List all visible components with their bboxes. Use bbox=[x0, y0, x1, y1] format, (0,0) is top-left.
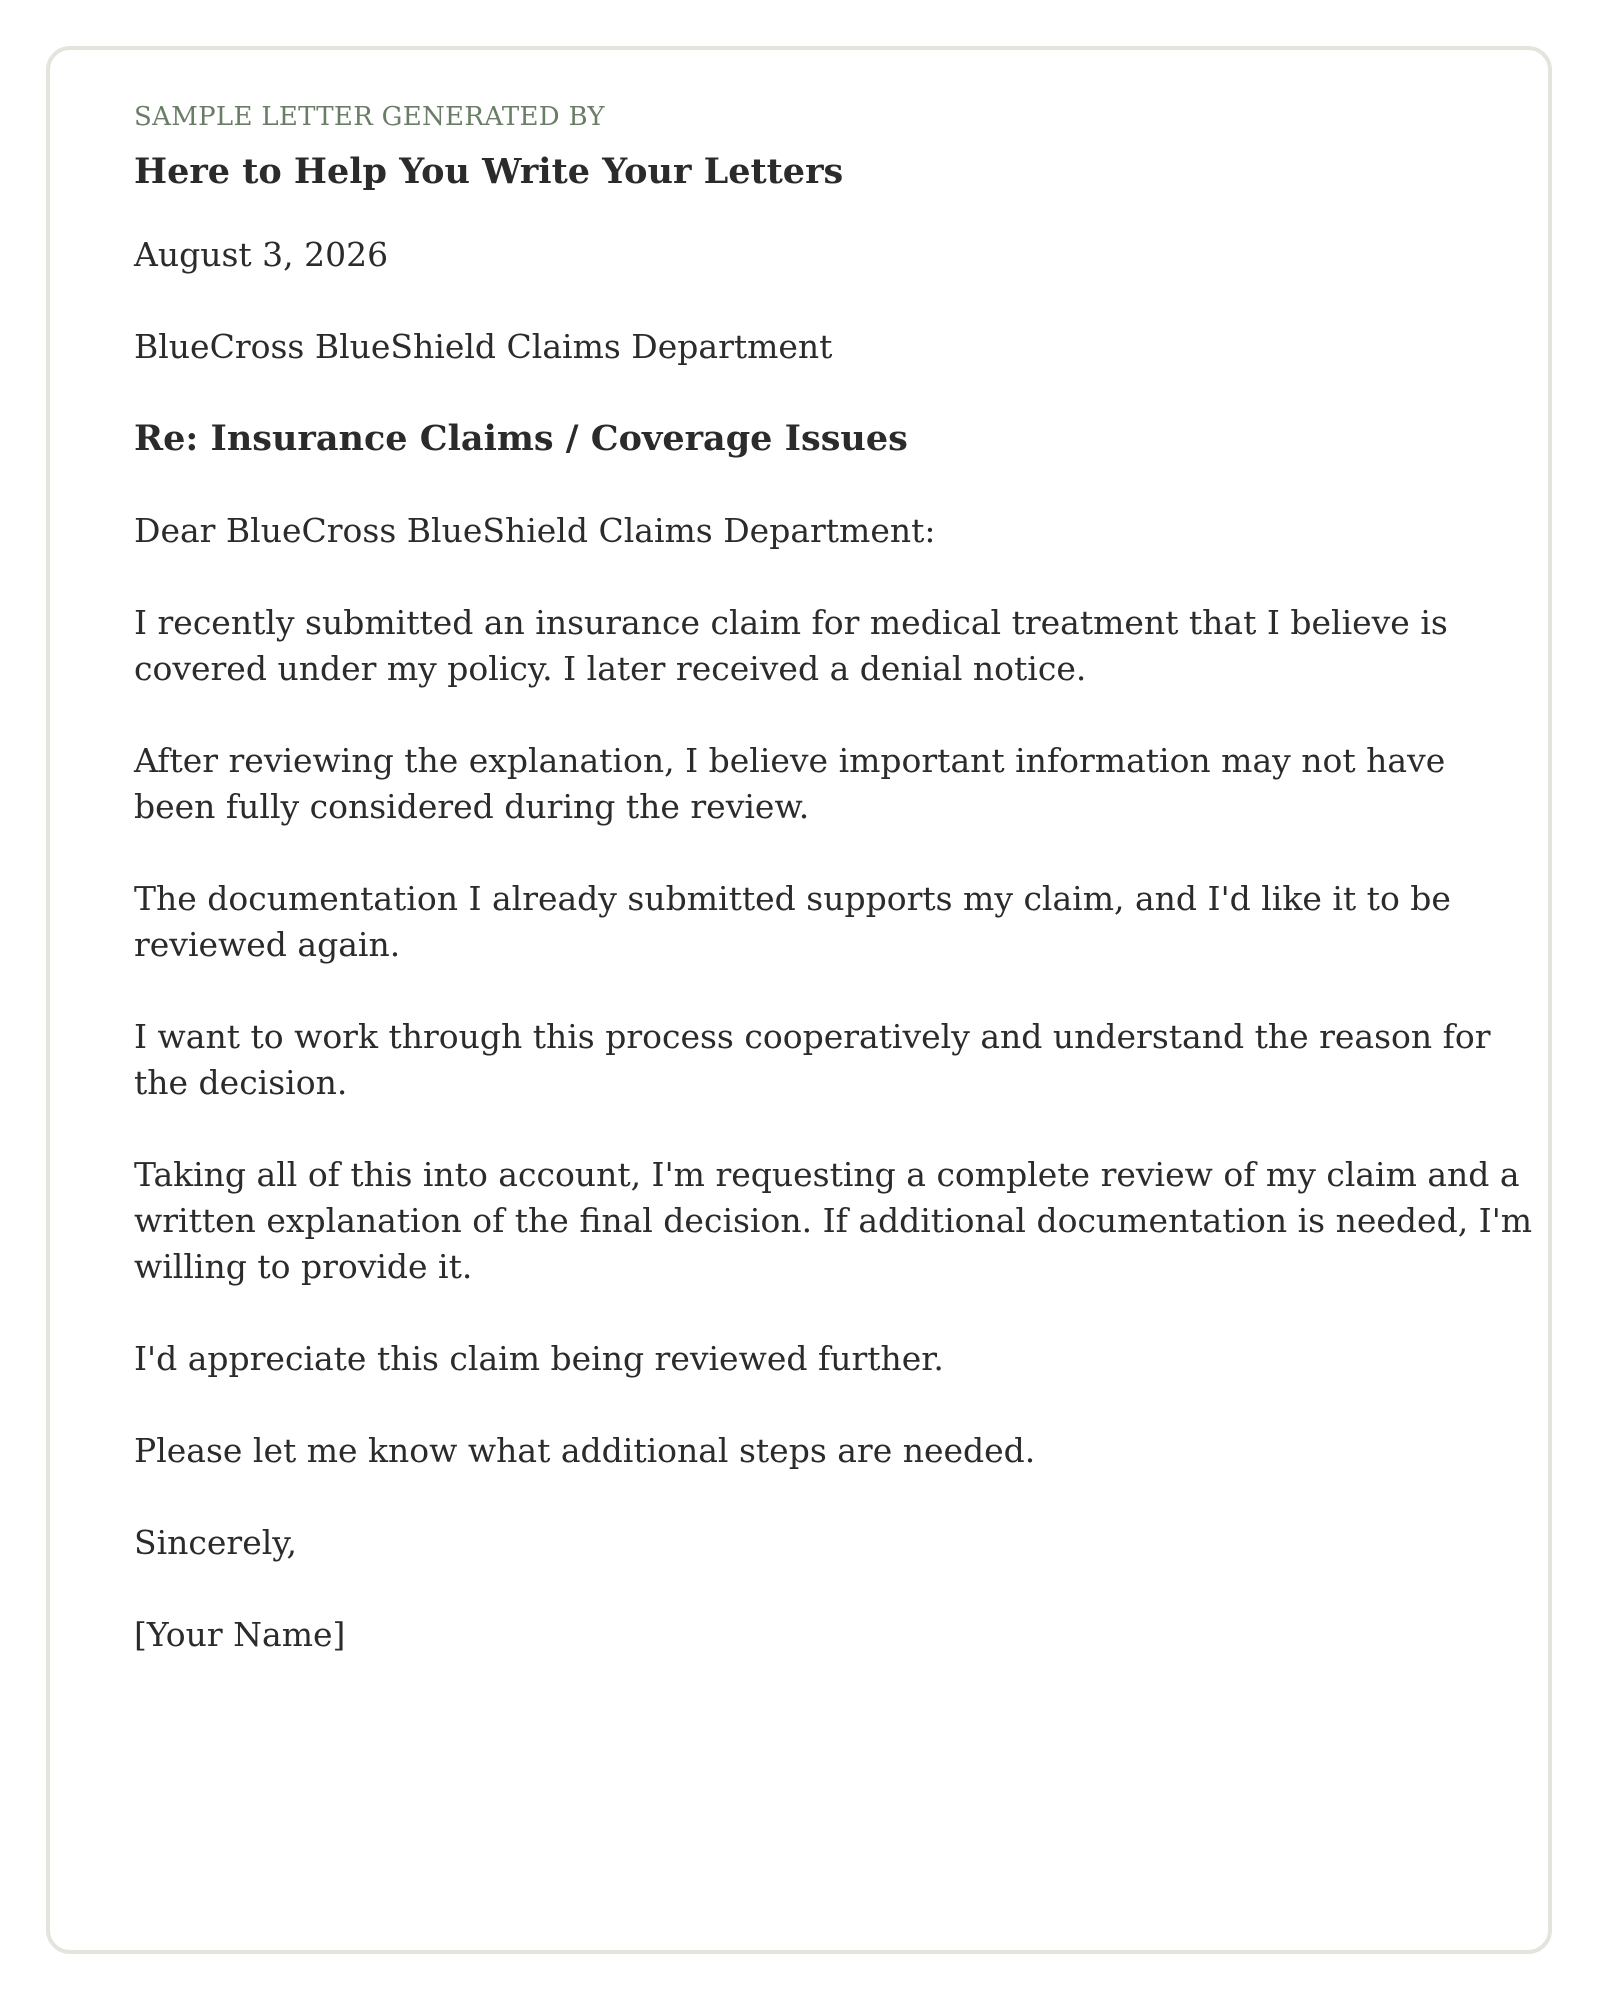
letter-paragraph: The documentation I already submitted supports my claim, and I'd like it to be reviewed again. bbox=[134, 879, 1451, 964]
letter-paragraph: Please let me know what additional steps are needed. bbox=[134, 1431, 1036, 1470]
letter-date: August 3, 2026 bbox=[134, 235, 389, 274]
letter-card bbox=[46, 46, 1552, 1954]
letter-paragraph: I recently submitted an insurance claim for medical treatment that I believe is covered under my policy. I later received a denial notice. bbox=[134, 603, 1448, 688]
letter-paragraph: After reviewing the explanation, I believe important information may not have been fully considered during the review. bbox=[134, 741, 1446, 826]
brand-title: Here to Help You Write Your Letters bbox=[134, 151, 844, 192]
letter-paragraph: I want to work through this process cooperatively and understand the reason for the decision. bbox=[134, 1017, 1491, 1102]
letter-recipient: BlueCross BlueShield Claims Department bbox=[134, 327, 833, 366]
letter-subject: Re: Insurance Claims / Coverage Issues bbox=[134, 418, 908, 459]
letter-closing: Sincerely, bbox=[134, 1523, 298, 1562]
letter-paragraph: Taking all of this into account, I'm requesting a complete review of my claim and a written explanation of the final decision. If additional documentation is needed, I'm willing to provide it. bbox=[134, 1155, 1533, 1286]
generator-label: SAMPLE LETTER GENERATED BY bbox=[134, 102, 605, 132]
letter-paragraph: I'd appreciate this claim being reviewed further. bbox=[134, 1339, 944, 1378]
letter-signature: [Your Name] bbox=[134, 1615, 346, 1654]
letter-salutation: Dear BlueCross BlueShield Claims Department: bbox=[134, 511, 936, 550]
letter-content bbox=[134, 102, 1534, 1658]
